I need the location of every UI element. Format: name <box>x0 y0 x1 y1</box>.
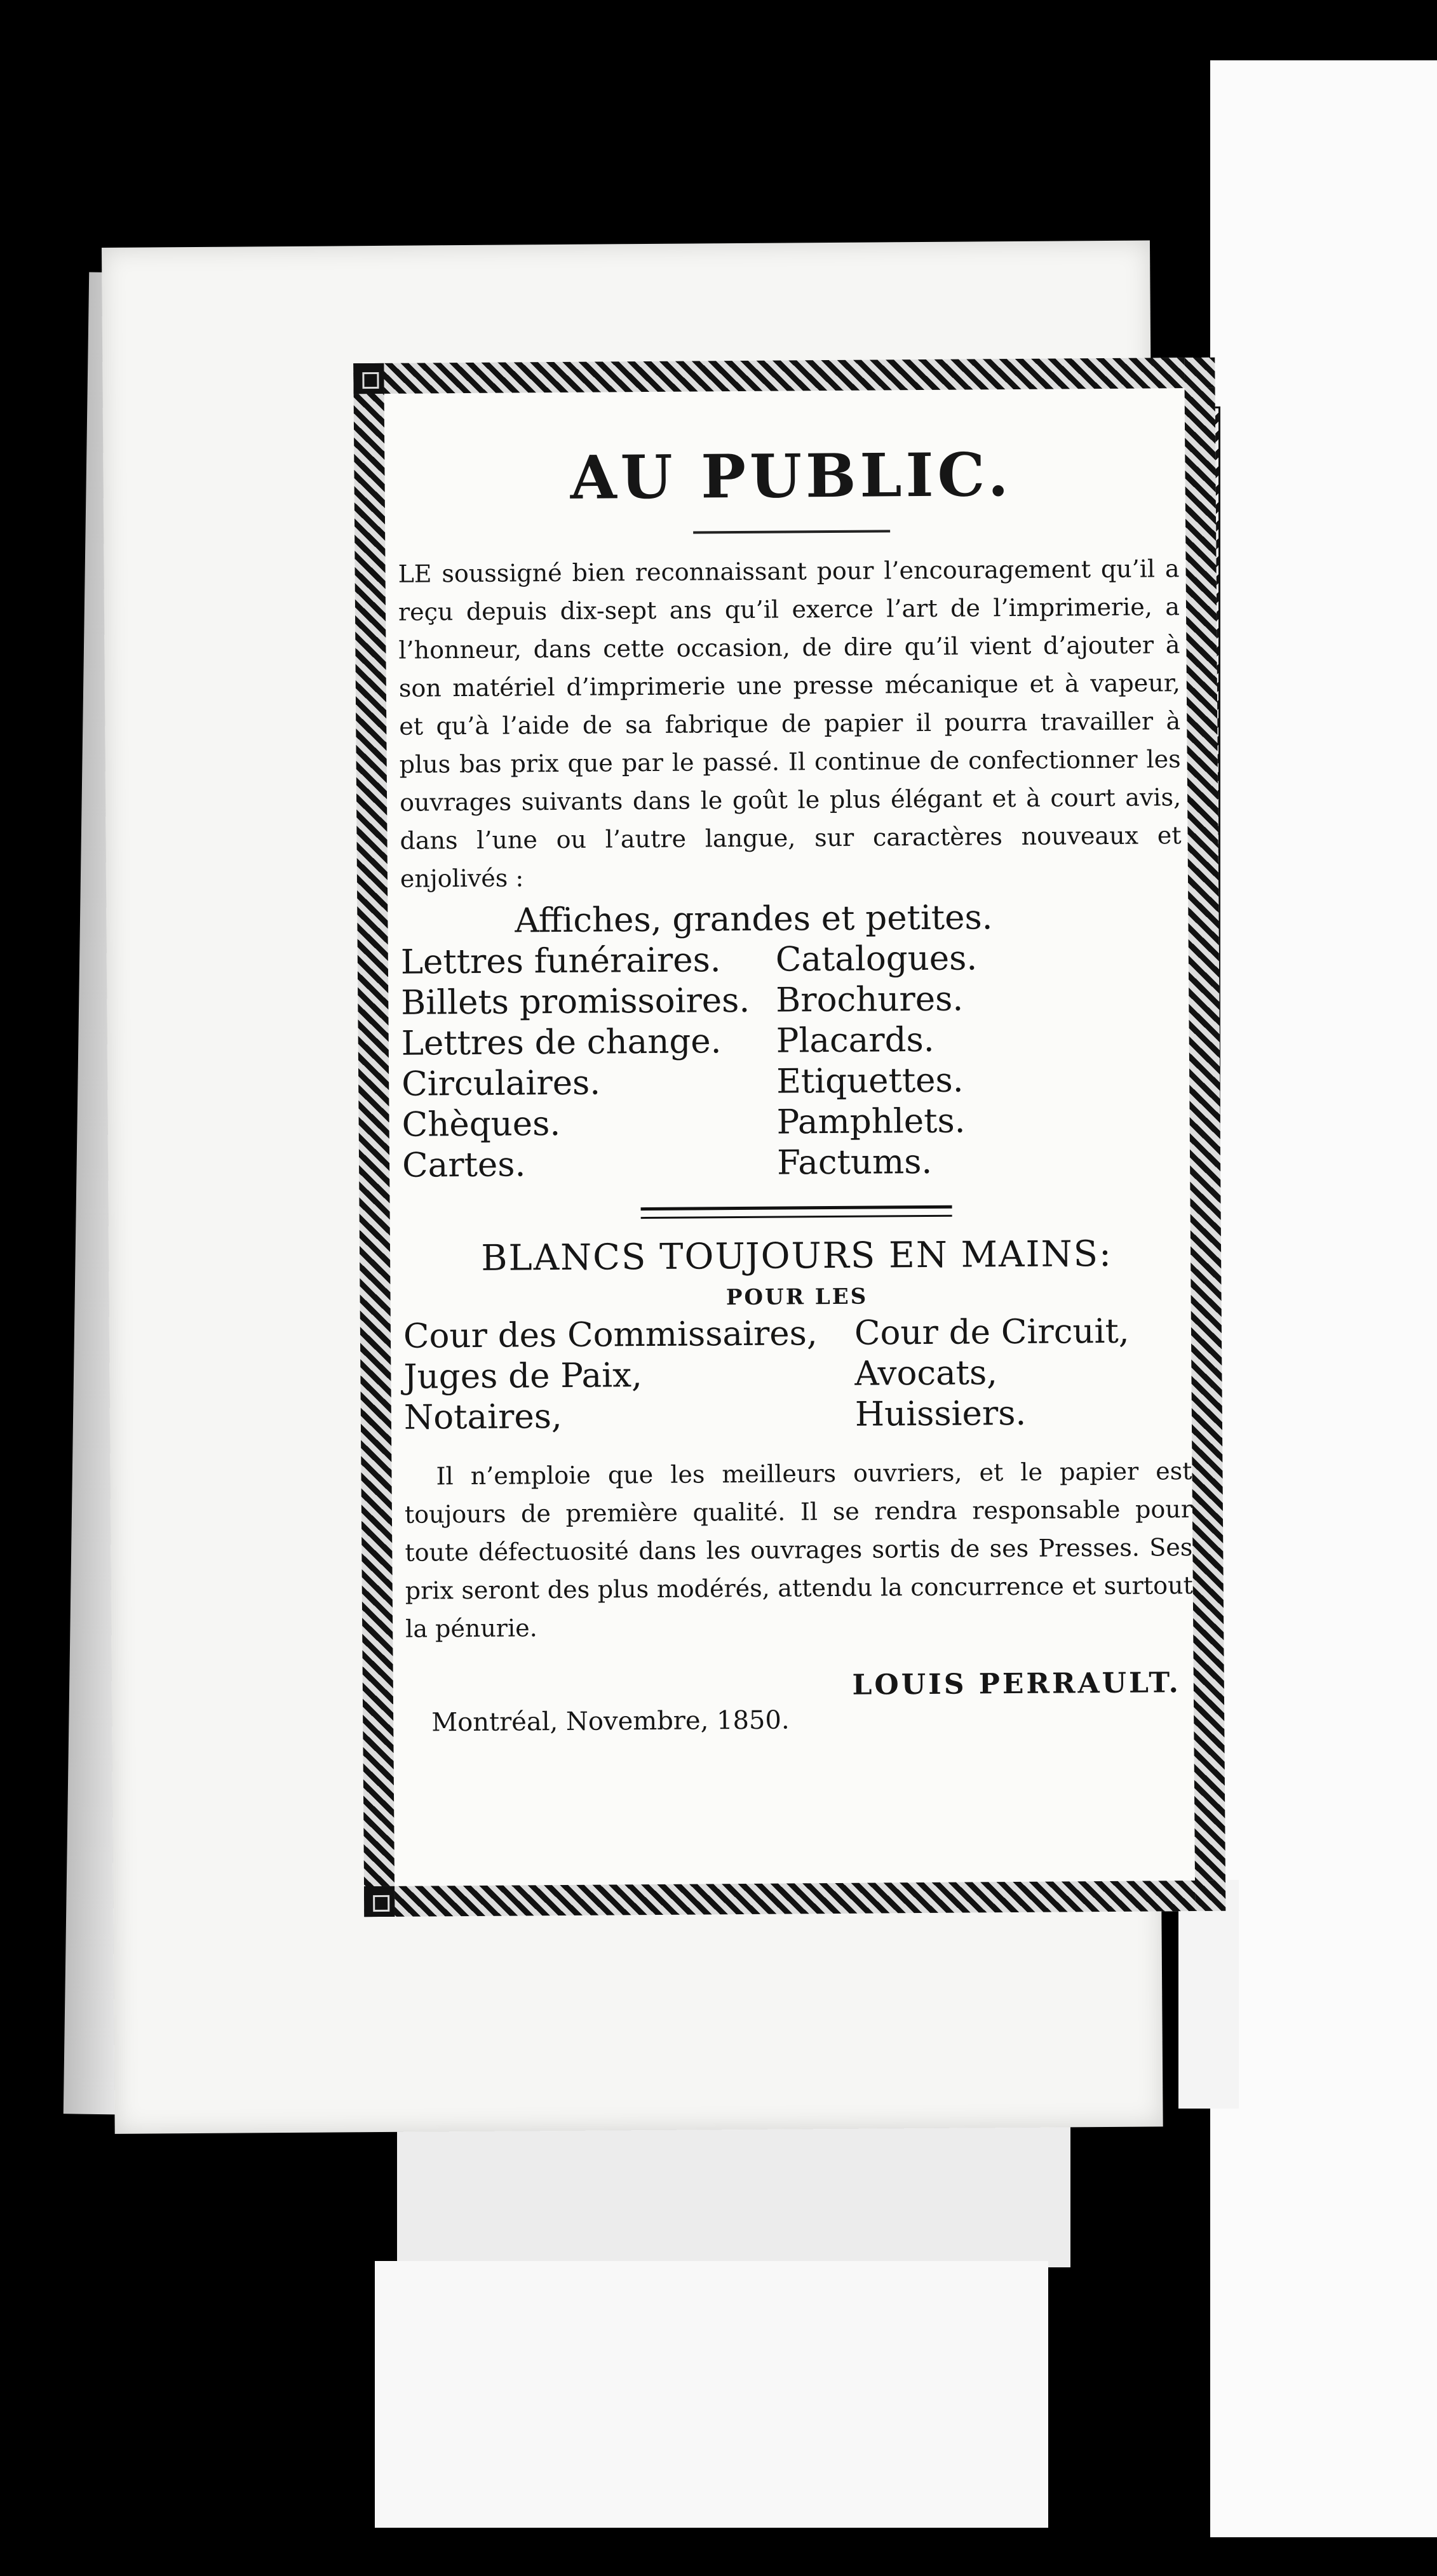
border-corner-ornament <box>353 363 384 394</box>
service-item: Circulaires. <box>401 1063 601 1104</box>
service-item: Cartes. <box>401 1145 526 1185</box>
service-item: Brochures. <box>776 979 964 1020</box>
signature: LOUIS PERRAULT. <box>852 1667 1181 1701</box>
service-item: Billets promissoires. <box>401 981 750 1023</box>
dateline: Montréal, Novembre, 1850. <box>431 1705 790 1738</box>
bottom-paper-slip-lower <box>375 2261 1048 2528</box>
service-item: Pamphlets. <box>776 1101 966 1142</box>
service-item: Catalogues. <box>775 939 978 979</box>
service-item: Chèques. <box>401 1104 561 1144</box>
advertisement <box>397 413 1195 1874</box>
client-item: Cour des Commissaires, <box>403 1314 818 1356</box>
service-item: Lettres funéraires. <box>400 941 721 982</box>
services-heading: Affiches, grandes et petites. <box>515 898 993 941</box>
scanned-page <box>102 240 1193 2133</box>
ad-closing-paragraph: Il n’emploie que les meilleurs ouvriers, et le papier est toujours de première qualité. Il se rendra responsable pour toute défectuosité dans les ouvrages sortis de ses Presses. Ses prix seront des plus modérés, attendu la concurrence et surtout la pénurie. <box>404 1457 1193 1643</box>
ad-intro-paragraph: LE soussigné bien reconnaissant pour l’encouragement qu’il a reçu depuis dix-sept ans qu’il exerce l’art de l’imprimerie, a l’honneur, dans cette occasion, de dire qu’il vient d’ajouter à son matériel d’imprimerie une presse mécanique et à vapeur, et qu’à l’aide de sa fabrique de papier il pourra travailler à plus bas prix que par le passé. Il continue de confectionner les ouvrages suivants dans le goût le plus élégant et à court avis, dans l’une ou l’autre langue, sur caractères nouveaux et enjolivés : <box>398 554 1182 893</box>
client-item: Notaires, <box>403 1397 562 1437</box>
section-rule <box>641 1205 952 1219</box>
client-item: Huissiers. <box>854 1393 1027 1434</box>
adjacent-page <box>1210 60 1437 2537</box>
client-item: Juges de Paix, <box>403 1356 643 1397</box>
ornamental-border <box>353 358 1225 1917</box>
service-item: Factums. <box>776 1142 933 1183</box>
service-item: Lettres de change. <box>401 1022 722 1063</box>
pour-les-label: POUR LES <box>725 1284 868 1311</box>
client-item: Avocats, <box>854 1353 998 1393</box>
title-rule <box>693 530 890 533</box>
blancs-heading: BLANCS TOUJOURS EN MAINS: <box>481 1233 1113 1279</box>
bottom-paper-slip <box>397 2115 1070 2267</box>
service-item: Etiquettes. <box>776 1061 964 1101</box>
clients-list <box>403 1311 1192 1439</box>
service-item: Placards. <box>776 1020 934 1061</box>
ad-title: AU PUBLIC. <box>570 440 1013 513</box>
services-list <box>400 896 1190 1186</box>
border-corner-ornament <box>364 1886 395 1917</box>
client-item: Cour de Circuit, <box>854 1311 1130 1353</box>
adjacent-page-slip <box>1178 1880 1239 2109</box>
